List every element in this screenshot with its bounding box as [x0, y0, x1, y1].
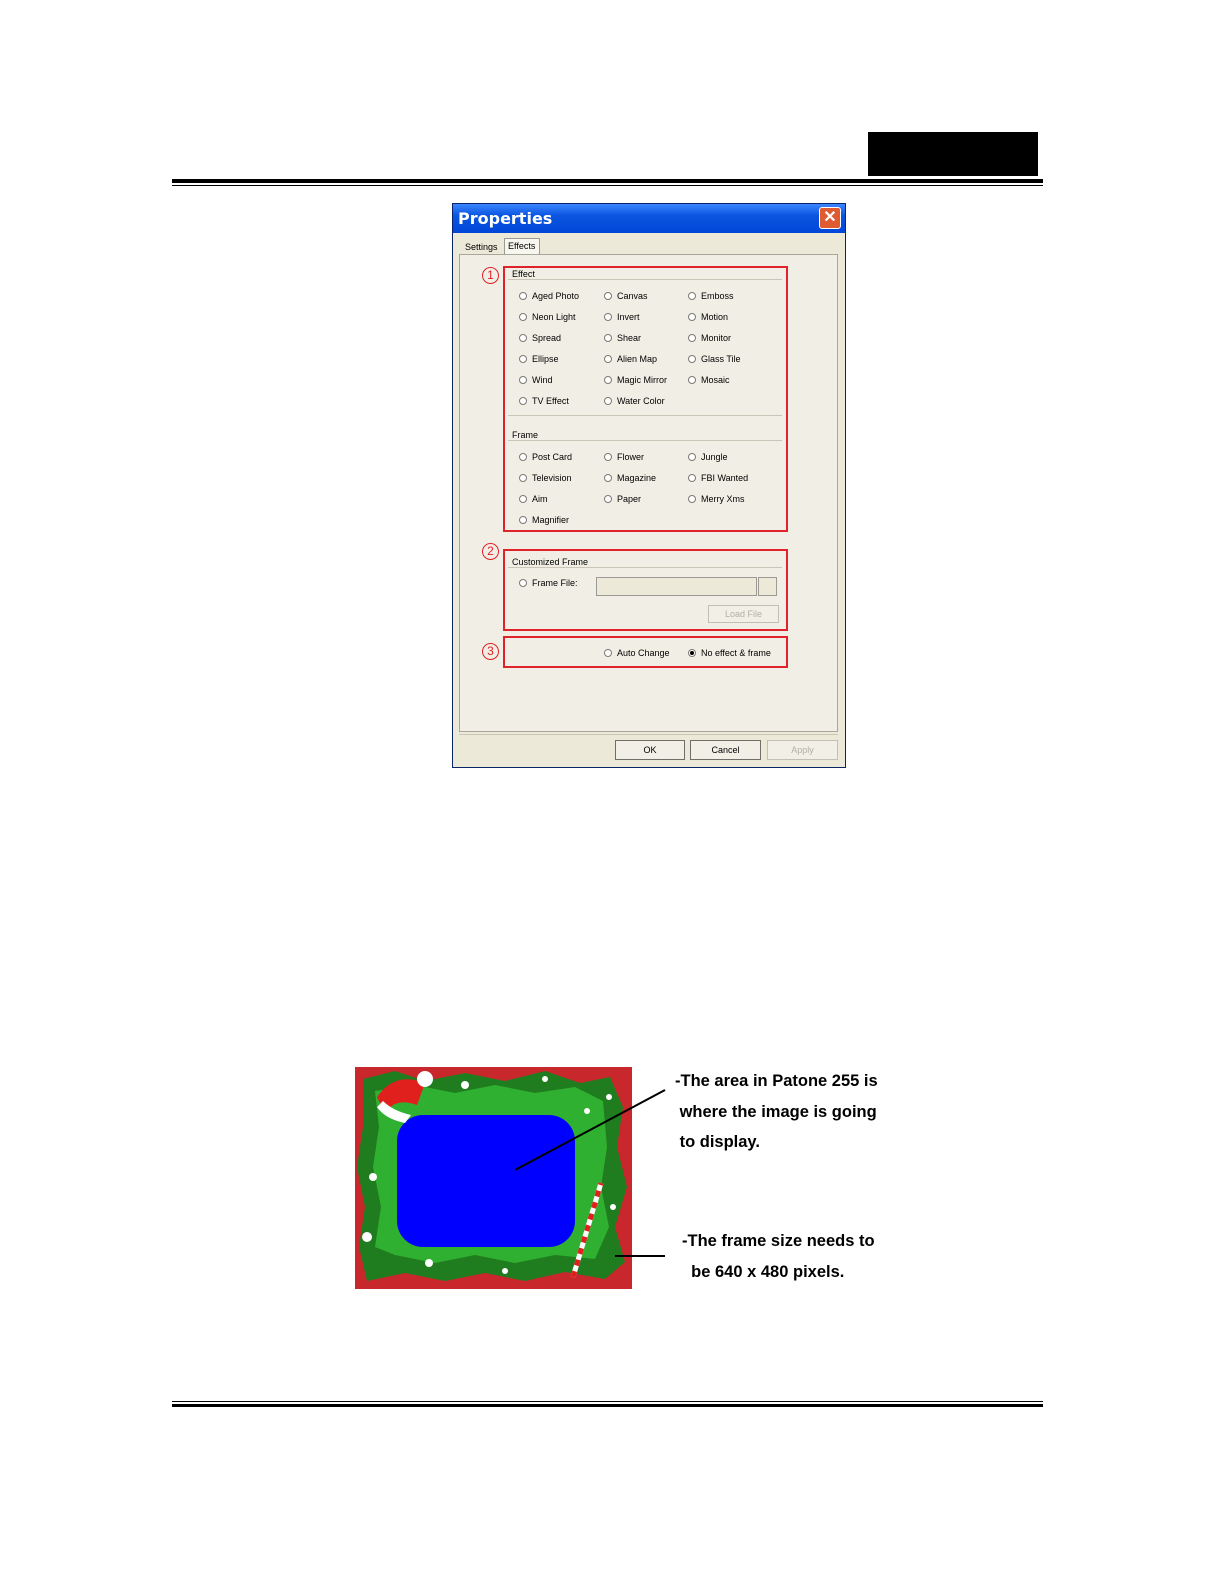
radio-icon[interactable] [604, 355, 612, 363]
effect-option[interactable] [519, 312, 576, 322]
radio-icon[interactable] [604, 397, 612, 405]
option-label: Motion [701, 312, 729, 322]
size-annotation: -The frame size needs to be 640 x 480 pixels. [682, 1232, 875, 1281]
radio-icon[interactable] [688, 334, 696, 342]
footer-rule-thin [172, 1401, 1043, 1402]
radio-icon[interactable] [604, 313, 612, 321]
radio-icon[interactable] [604, 334, 612, 342]
radio-icon[interactable] [688, 376, 696, 384]
effect-group-label: Effect [512, 269, 535, 279]
frame-option[interactable] [688, 473, 748, 483]
effect-option[interactable] [604, 396, 665, 406]
frame-file-input[interactable] [596, 577, 757, 596]
effect-option[interactable] [688, 333, 731, 343]
custom-frame-label: Customized Frame [512, 557, 589, 567]
option-label: Shear [617, 333, 642, 343]
header-tab-block [868, 132, 1038, 176]
option-label: Aim [532, 494, 548, 504]
radio-icon[interactable] [519, 516, 527, 524]
group-divider [508, 440, 782, 441]
frame-option[interactable] [519, 452, 572, 462]
option-label: Wind [532, 375, 553, 385]
load-file-button[interactable]: Load File [708, 605, 779, 623]
option-label: TV Effect [532, 396, 569, 406]
header-rule-thin [172, 185, 1043, 186]
effect-option[interactable] [604, 291, 648, 301]
radio-icon[interactable] [519, 397, 527, 405]
group-divider [508, 567, 782, 568]
option-label: Neon Light [532, 312, 576, 322]
area-annotation: -The area in Patone 255 is where the image is going to display. [675, 1072, 878, 1151]
frame-option[interactable] [519, 473, 572, 483]
option-label: Mosaic [701, 375, 730, 385]
option-label: Television [532, 473, 572, 483]
option-label: Emboss [701, 291, 734, 301]
browse-button[interactable] [758, 577, 777, 596]
effect-option[interactable] [519, 291, 579, 301]
frame-option[interactable] [604, 452, 644, 462]
apply-button[interactable]: Apply [767, 740, 838, 760]
option-label: Magazine [617, 473, 657, 483]
frame-file-option[interactable] [519, 578, 578, 588]
radio-icon[interactable] [519, 453, 527, 461]
effect-option[interactable] [604, 333, 641, 343]
frame-option[interactable] [604, 473, 656, 483]
option-label: Post Card [532, 452, 573, 462]
radio-icon[interactable] [519, 579, 527, 587]
effect-option[interactable] [688, 312, 728, 322]
radio-icon[interactable] [519, 292, 527, 300]
effect-option[interactable] [688, 354, 741, 364]
window-title: Properties [458, 209, 553, 228]
radio-icon[interactable] [519, 376, 527, 384]
radio-icon[interactable] [519, 313, 527, 321]
radio-icon[interactable] [604, 376, 612, 384]
auto-change-option[interactable] [604, 648, 670, 658]
group-divider [508, 415, 782, 416]
effect-option[interactable] [604, 375, 667, 385]
footer-rule [172, 1404, 1043, 1407]
button-divider [459, 734, 838, 735]
radio-icon[interactable] [688, 495, 696, 503]
option-label: Alien Map [617, 354, 658, 364]
marker-2: 2 [482, 543, 499, 560]
radio-selected-icon[interactable] [688, 649, 696, 657]
radio-icon[interactable] [519, 474, 527, 482]
effect-option[interactable] [688, 375, 730, 385]
santa-hat-pompom [417, 1071, 433, 1087]
auto-change-label: Auto Change [617, 648, 670, 658]
radio-icon[interactable] [604, 649, 612, 657]
effect-option[interactable] [519, 354, 559, 364]
option-label: FBI Wanted [701, 473, 749, 483]
area-pointer-line [515, 1090, 665, 1170]
effect-option[interactable] [688, 291, 734, 301]
no-effect-option[interactable] [688, 648, 771, 658]
marker-3: 3 [482, 643, 499, 660]
frame-file-label: Frame File: [532, 578, 578, 588]
frame-option[interactable] [519, 494, 548, 504]
option-label: Magnifier [532, 515, 570, 525]
option-label: Merry Xms [701, 494, 745, 504]
radio-icon[interactable] [688, 292, 696, 300]
radio-icon[interactable] [519, 355, 527, 363]
effect-option[interactable] [519, 333, 561, 343]
tab-settings[interactable]: Settings [465, 242, 498, 252]
option-label: Glass Tile [701, 354, 741, 364]
option-label: Invert [617, 312, 640, 322]
radio-icon[interactable] [688, 313, 696, 321]
radio-icon[interactable] [604, 474, 612, 482]
option-label: Aged Photo [532, 291, 580, 301]
option-label: Jungle [701, 452, 728, 462]
frame-option[interactable] [688, 494, 745, 504]
option-label: Paper [617, 494, 642, 504]
ok-button[interactable]: OK [615, 740, 685, 760]
radio-icon[interactable] [519, 495, 527, 503]
frame-option[interactable] [688, 452, 728, 462]
pointer-lines [500, 1080, 670, 1290]
radio-icon[interactable] [688, 355, 696, 363]
frame-option[interactable] [519, 515, 569, 525]
radio-icon[interactable] [519, 334, 527, 342]
radio-icon[interactable] [604, 495, 612, 503]
frame-group-label: Frame [512, 430, 539, 440]
no-effect-label: No effect & frame [701, 648, 771, 658]
radio-icon[interactable] [688, 453, 696, 461]
radio-icon[interactable] [688, 474, 696, 482]
cancel-button[interactable]: Cancel [690, 740, 761, 760]
option-label: Spread [532, 333, 562, 343]
radio-icon[interactable] [604, 292, 612, 300]
option-label: Ellipse [532, 354, 559, 364]
option-label: Canvas [617, 291, 648, 301]
effect-option[interactable] [604, 312, 640, 322]
effect-option[interactable] [519, 375, 553, 385]
option-label: Magic Mirror [617, 375, 668, 385]
option-label: Water Color [617, 396, 665, 406]
marker-1: 1 [482, 267, 499, 284]
close-icon[interactable]: ✕ [819, 207, 841, 229]
header-rule [172, 179, 1043, 183]
frame-option[interactable] [604, 494, 641, 504]
option-label: Flower [617, 452, 645, 462]
effect-option[interactable] [519, 396, 569, 406]
option-label: Monitor [701, 333, 732, 343]
group-divider [508, 279, 782, 280]
radio-icon[interactable] [604, 453, 612, 461]
tab-effects[interactable]: Effects [504, 238, 540, 254]
effect-option[interactable] [604, 354, 657, 364]
